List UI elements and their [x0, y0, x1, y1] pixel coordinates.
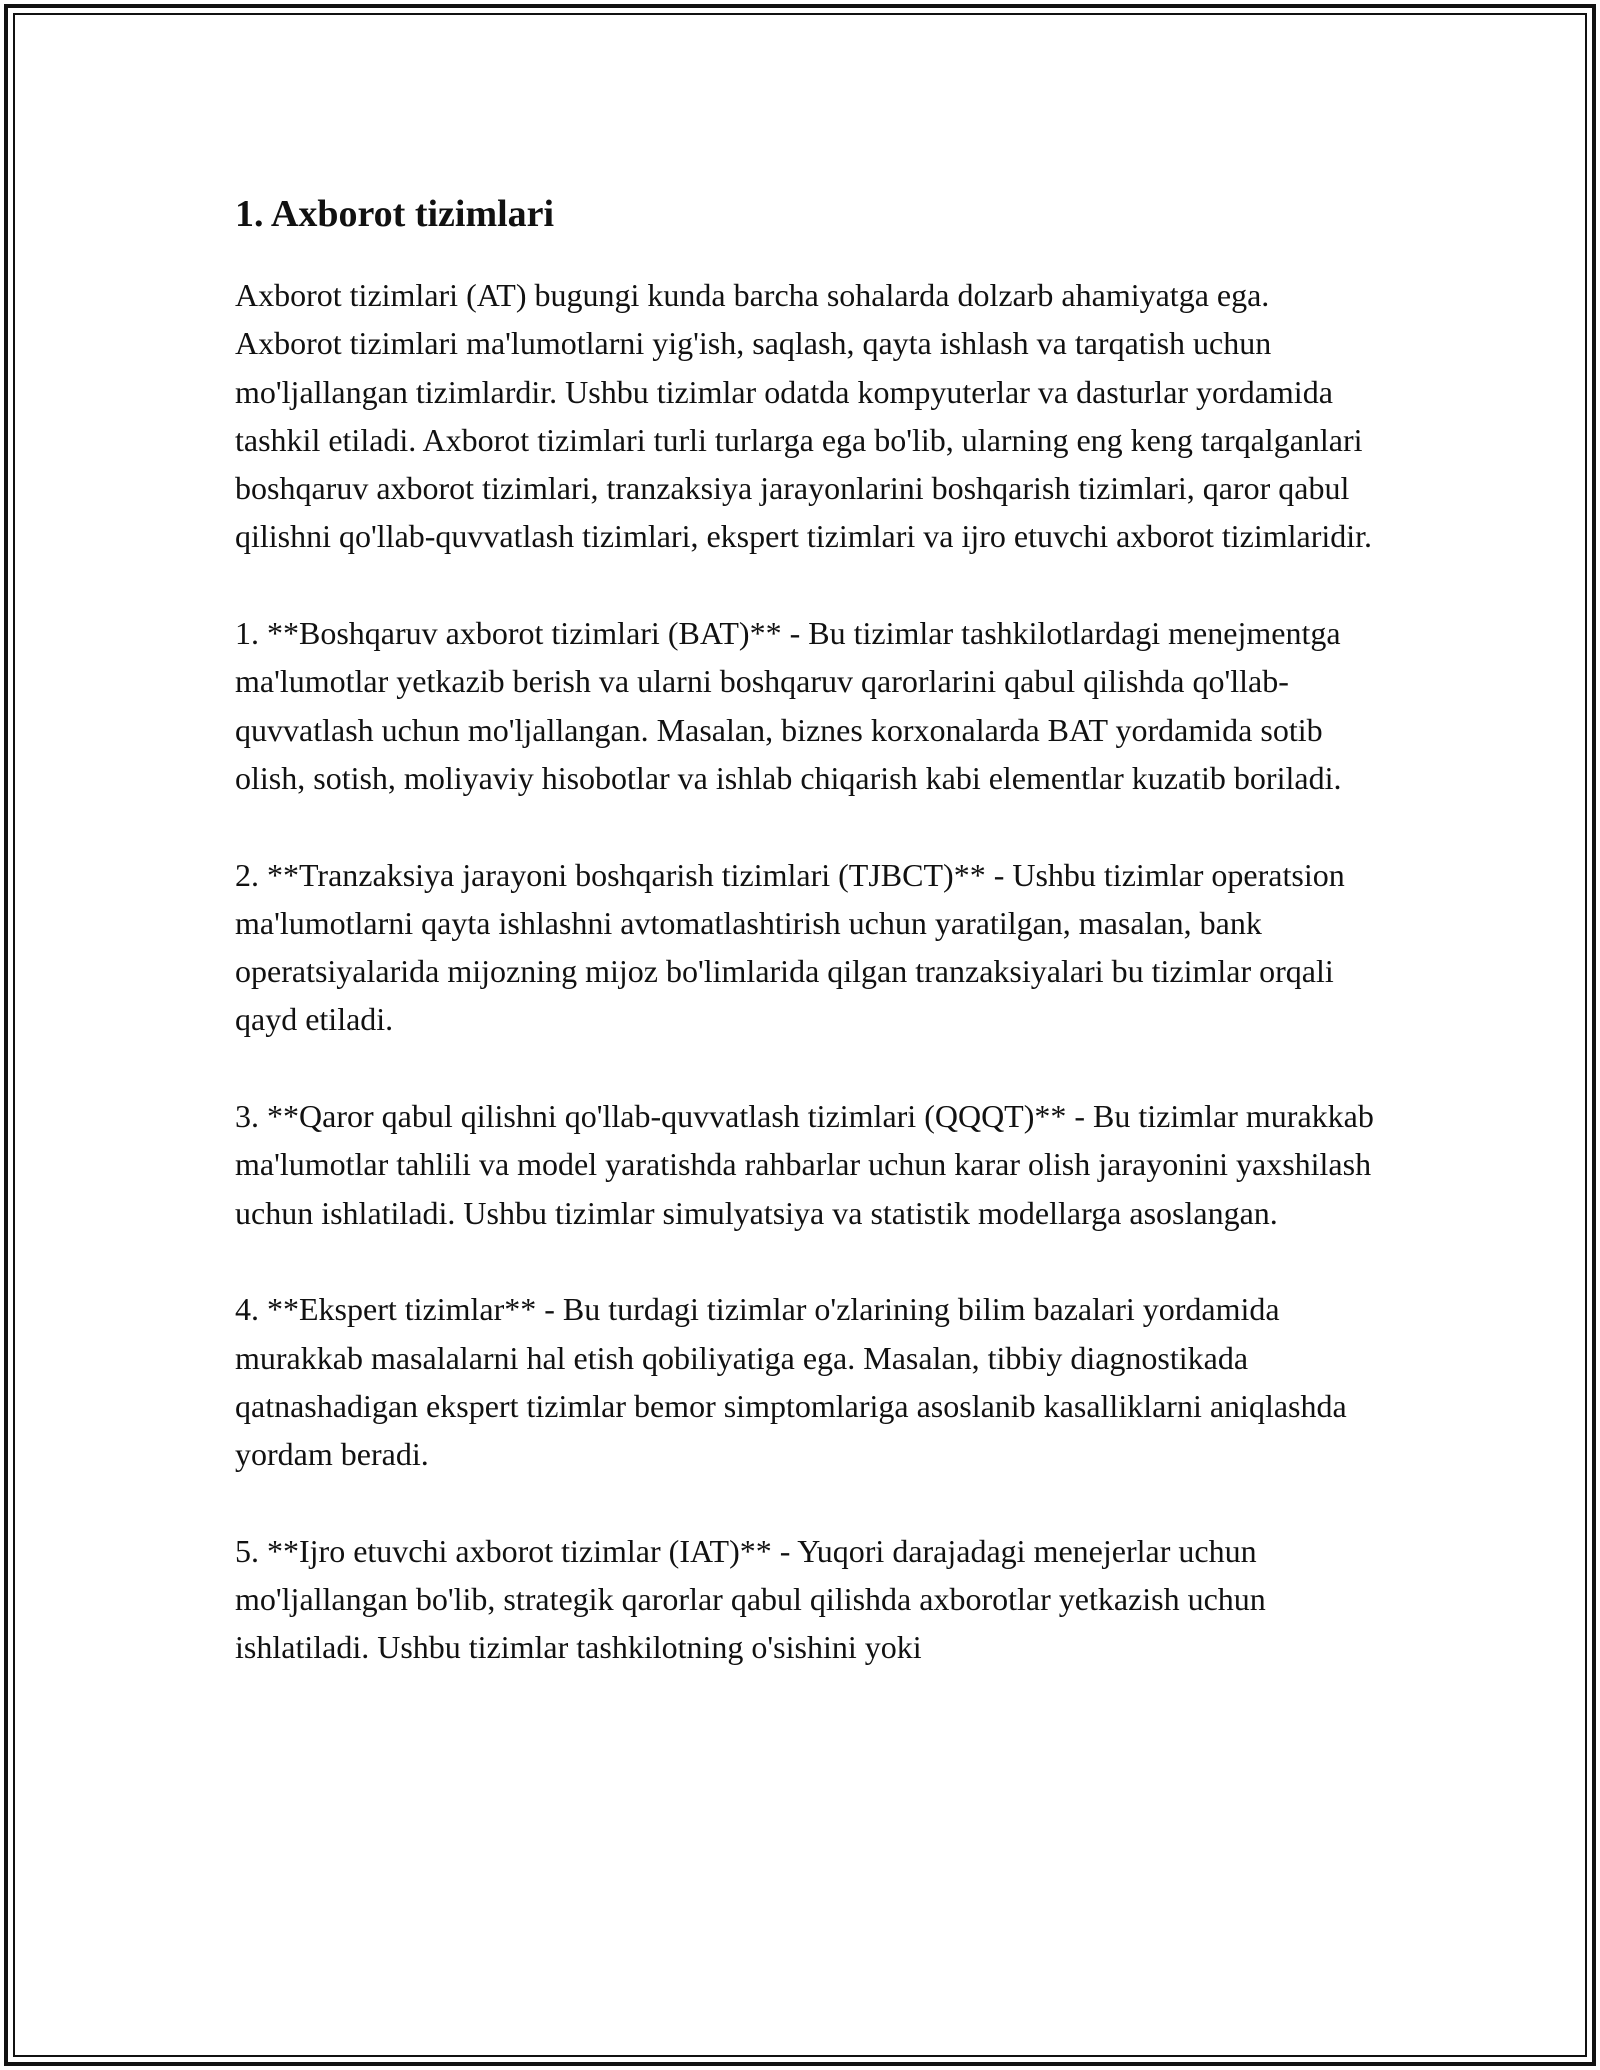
- document-body: [235, 183, 1375, 1672]
- list-item-iat: 5. **Ijro etuvchi axborot tizimlar (IAT)** - Yuqori darajadagi menejerlar uchun mo'ljallangan bo'lib, strategik qarorlar qabul qilishda axborotlar yetkazish uchun ishlatiladi. Ushbu tizimlar tashkilotning o'sishini yoki: [235, 1532, 1266, 1666]
- section-heading: 1. Axborot tizimlari: [235, 193, 555, 235]
- list-item-qqqt: 3. **Qaror qabul qilishni qo'llab-quvvatlash tizimlari (QQQT)** - Bu tizimlar murakkab ma'lumotlar tahlili va model yaratishda rahbarlar uchun karar olish jarayonini yaxshilash uchun ishlatiladi. Ushbu tizimlar simulyatsiya va statistik modellarga asoslangan.: [235, 1098, 1374, 1231]
- intro-paragraph: Axborot tizimlari (AT) bugungi kunda barcha sohalarda dolzarb ahamiyatga ega. Axborot tizimlari ma'lumotlarni yig'ish, saqlash, qayta ishlash va tarqatish uchun mo'ljallangan tizimlardir. Ushbu tizimlar odatda kompyuterlar va dasturlar yordamida tashkil etiladi. Axborot tizimlari turli turlarga ega bo'lib, ularning eng keng tarqalganlari boshqaruv axborot tizimlari, tranzaksiya jarayonlarini boshqarish tizimlari, qaror qabul qilishni qo'llab-quvvatlash tizimlari, ekspert tizimlari va ijro etuvchi axborot tizimlaridir.: [235, 277, 1373, 555]
- list-item-expert: 4. **Ekspert tizimlar** - Bu turdagi tizimlar o'zlarining bilim bazalari yordamida murakkab masalalarni hal etish qobiliyatiga ega. Masalan, tibbiy diagnostikada qatnashadigan ekspert tizimlar bemor simptomlariga asoslanib kasalliklarni aniqlashda yordam beradi.: [235, 1291, 1347, 1473]
- list-item-tjbct: 2. **Tranzaksiya jarayoni boshqarish tizimlari (TJBCT)** - Ushbu tizimlar operatsion ma'lumotlarni qayta ishlashni avtomatlashtirish uchun yaratilgan, masalan, bank operatsiyalarida mijozning mijoz bo'limlarida qilgan tranzaksiyalari bu tizimlar orqali qayd etiladi.: [235, 856, 1345, 1038]
- list-item-bat: 1. **Boshqaruv axborot tizimlari (BAT)** - Bu tizimlar tashkilotlardagi menejmentga ma'lumotlar yetkazib berish va ularni boshqaruv qarorlarini qabul qilishda qo'llab-quvvatlash uchun mo'ljallangan. Masalan, biznes korxonalarda BAT yordamida sotib olish, sotish, moliyaviy hisobotlar va ishlab chiqarish kabi elementlar kuzatib boriladi.: [235, 615, 1342, 796]
